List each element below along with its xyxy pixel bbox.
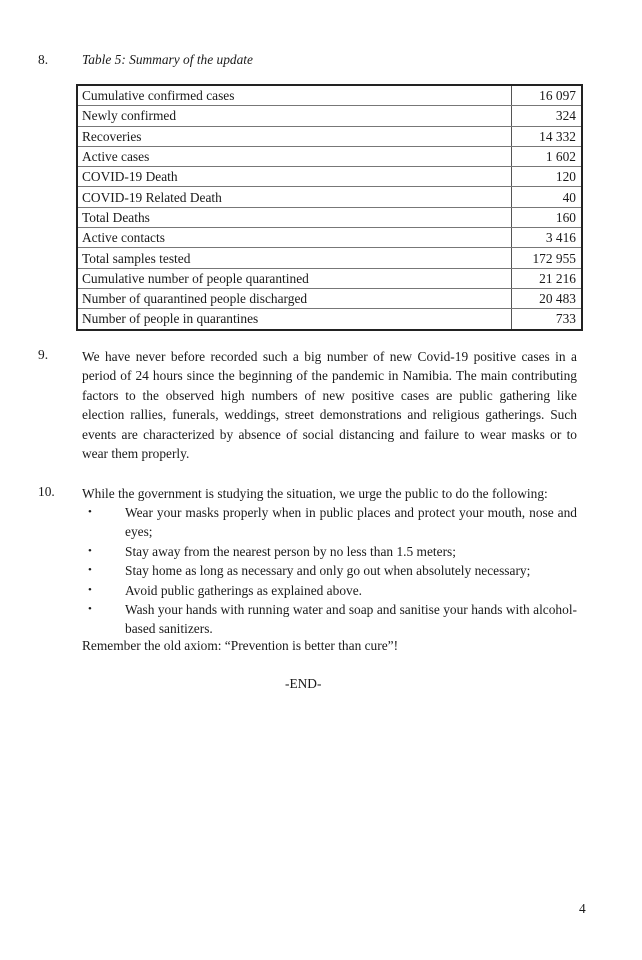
row-label: Number of people in quarantines (77, 309, 512, 330)
table-row (77, 309, 582, 330)
bullet-icon: • (88, 506, 92, 518)
list-item-text: Wash your hands with running water and soap and sanitise your hands with alcohol-based sanitizers. (125, 602, 577, 637)
list-item (82, 503, 577, 542)
table-row (77, 126, 582, 146)
list-item (82, 581, 577, 600)
row-label: Active cases (77, 146, 512, 166)
row-value: 20 483 (512, 288, 583, 308)
row-label: Total samples tested (77, 248, 512, 268)
row-label: Active contacts (77, 228, 512, 248)
row-label: Cumulative number of people quarantined (77, 268, 512, 288)
section-10-number: 10. (38, 484, 55, 499)
table-row (77, 248, 582, 268)
list-item-text: Stay home as long as necessary and only go out when absolutely necessary; (125, 563, 531, 579)
section-9-number: 9. (38, 347, 49, 362)
bullet-icon: • (88, 603, 92, 616)
row-label: Recoveries (77, 126, 512, 146)
table-row (77, 146, 582, 166)
table-row (77, 228, 582, 248)
row-value: 120 (512, 167, 583, 187)
list-item-text: Stay away from the nearest person by no less than 1.5 meters; (125, 543, 456, 559)
row-value: 14 332 (512, 126, 583, 146)
table-row (77, 207, 582, 227)
list-item-text: Avoid public gatherings as explained above. (125, 582, 362, 598)
row-value: 21 216 (512, 268, 583, 288)
row-value: 324 (512, 106, 583, 126)
row-value: 40 (512, 187, 583, 207)
row-label: COVID-19 Related Death (77, 187, 512, 207)
list-item (82, 561, 577, 580)
summary-table (76, 84, 583, 331)
row-label: Total Deaths (77, 207, 512, 227)
row-value: 733 (512, 309, 583, 330)
row-label: Newly confirmed (77, 106, 512, 126)
row-label: Number of quarantined people discharged (77, 288, 512, 308)
page-number: 4 (579, 901, 586, 916)
list-item (82, 600, 577, 639)
row-value: 1 602 (512, 146, 583, 166)
bullet-icon: • (88, 564, 92, 577)
bullet-icon: • (88, 583, 92, 596)
table-row (77, 167, 582, 187)
section-10-intro: While the government is studying the situation, we urge the public to do the following: (82, 486, 548, 501)
row-label: COVID-19 Death (77, 167, 512, 187)
table-row (77, 187, 582, 207)
row-label: Cumulative confirmed cases (77, 85, 512, 106)
row-value: 160 (512, 207, 583, 227)
row-value: 3 416 (512, 228, 583, 248)
section-9-paragraph: We have never before recorded such a big number of new Covid-19 positive cases in a period of 24 hours since the beginning of the pandemic in Namibia. The main contributing factors to the observed high numbers of new positive cases are public gathering like election rallies, funerals, weddings, street demonstrations and religious gatherings. Such events are characterized by absence of social distancing and failure to wear masks or to wear them properly. (82, 349, 577, 462)
closing-remark: Remember the old axiom: “Prevention is better than cure”! (82, 638, 399, 653)
table-row (77, 85, 582, 106)
table-caption: Table 5: Summary of the update (82, 52, 253, 67)
list-item-text: Wear your masks properly when in public places and protect your mouth, nose and eyes; (125, 505, 577, 540)
bullet-icon: • (88, 544, 92, 557)
table-row (77, 268, 582, 288)
row-value: 16 097 (512, 85, 583, 106)
end-marker: -END- (285, 676, 322, 691)
row-value: 172 955 (512, 248, 583, 268)
recommendations-list (82, 503, 577, 639)
table-row (77, 106, 582, 126)
list-item (82, 542, 577, 561)
table-row (77, 288, 582, 308)
section-8-number: 8. (38, 52, 49, 67)
